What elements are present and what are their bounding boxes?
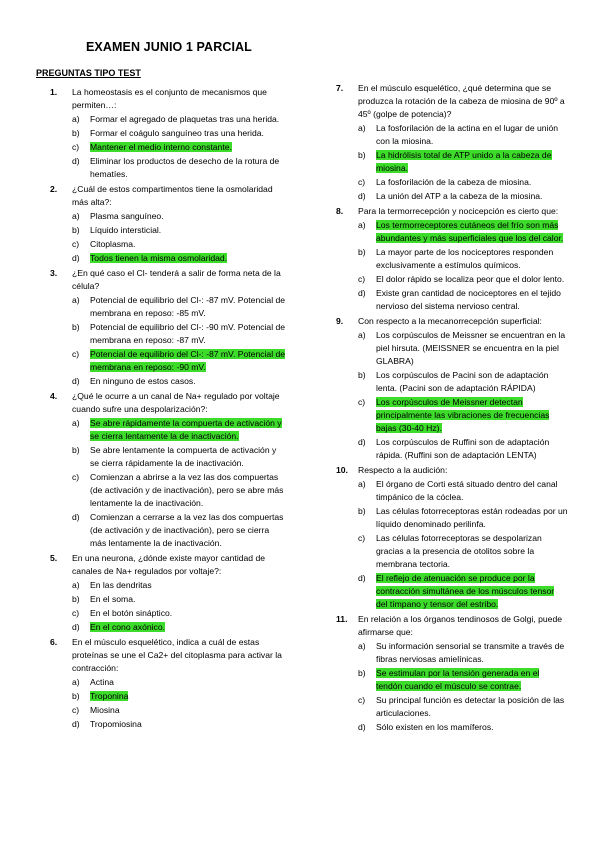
option-text: El reflejo de atenuación se produce por la contracción simultánea de los músculos tensor del tímpano y tensor del estribo. bbox=[376, 573, 555, 609]
question-text: Con respecto a la mecanorrecepción superficial: bbox=[358, 316, 542, 326]
document-title: EXAMEN JUNIO 1 PARCIAL bbox=[86, 40, 252, 54]
question-item bbox=[50, 636, 286, 731]
answer-option bbox=[358, 505, 568, 531]
option-letter: b) bbox=[358, 506, 366, 516]
option-text: Líquido intersticial. bbox=[90, 225, 162, 235]
option-text: Los corpúsculos de Pacini son de adaptación lenta. (Pacini son de adaptación RÁPIDA) bbox=[376, 370, 549, 393]
option-text: Troponina bbox=[90, 691, 129, 701]
answer-option bbox=[358, 436, 568, 462]
question-text: ¿Cuál de estos compartimentos tiene la osmolaridad más alta?: bbox=[72, 184, 273, 207]
answer-option bbox=[358, 287, 568, 313]
option-letter: a) bbox=[72, 211, 80, 221]
option-text: Los corpúsculos de Ruffini son de adaptación rápida. (Ruffini son de adaptación LENTA) bbox=[376, 437, 550, 460]
answer-option bbox=[358, 329, 568, 368]
option-text: Potencial de equilibrio del Cl-: -87 mV. Potencial de membrana en reposo: -85 mV. bbox=[90, 295, 286, 318]
answer-option bbox=[72, 321, 286, 347]
option-letter: a) bbox=[72, 580, 80, 590]
question-item bbox=[50, 552, 286, 634]
option-text: Mantener el medio interno constante. bbox=[90, 142, 232, 152]
answer-option bbox=[358, 176, 568, 189]
question-number: 2. bbox=[50, 184, 58, 194]
option-text: Se abre rápidamente la compuerta de activación y se cierra lentamente la de inactivación. bbox=[90, 418, 282, 441]
question-number: 10. bbox=[336, 465, 348, 475]
option-letter: b) bbox=[358, 150, 366, 160]
section-heading: PREGUNTAS TIPO TEST bbox=[36, 68, 141, 78]
option-letter: d) bbox=[358, 288, 366, 298]
answer-option bbox=[72, 127, 286, 140]
option-text: Potencial de equilibrio del Cl-: -90 mV. Potencial de membrana en reposo: -87 mV. bbox=[90, 322, 286, 345]
question-text: Para la termorrecepción y nocicepción es cierto que: bbox=[358, 206, 559, 216]
answer-option bbox=[358, 694, 568, 720]
option-text: Las células fotorreceptoras están rodeadas por un líquido denominado perilinfa. bbox=[376, 506, 568, 529]
question-number: 9. bbox=[336, 316, 344, 326]
answer-option-correct bbox=[72, 417, 286, 443]
option-letter: b) bbox=[358, 668, 366, 678]
option-letter: d) bbox=[358, 722, 366, 732]
answer-option bbox=[72, 238, 286, 251]
option-letter: a) bbox=[358, 479, 366, 489]
option-text: Tropomiosina bbox=[90, 719, 142, 729]
option-text: Comienzan a abrirse a la vez las dos compuertas (de activación y de inactivación), pero se abre más lentamente la de inactivación. bbox=[90, 472, 284, 508]
option-text: Las células fotorreceptoras se despolarizan gracias a la presencia de otolitos sobre la membrana tectoria. bbox=[376, 533, 542, 569]
answer-option bbox=[358, 532, 568, 571]
option-text: Actina bbox=[90, 677, 114, 687]
question-item bbox=[50, 267, 286, 388]
answer-option bbox=[358, 122, 568, 148]
question-item bbox=[50, 86, 286, 181]
answer-option-correct bbox=[72, 141, 286, 154]
answer-option bbox=[72, 224, 286, 237]
question-item bbox=[336, 205, 568, 313]
option-text: En el cono axónico. bbox=[90, 622, 166, 632]
answer-option bbox=[72, 471, 286, 510]
answer-option bbox=[72, 444, 286, 470]
question-text: En relación a los órganos tendinosos de Golgi, puede afirmarse que: bbox=[358, 614, 563, 637]
question-number: 8. bbox=[336, 206, 344, 216]
question-number: 7. bbox=[336, 83, 344, 93]
answer-option bbox=[72, 294, 286, 320]
option-letter: b) bbox=[358, 247, 366, 257]
answer-option bbox=[72, 607, 286, 620]
answer-option bbox=[72, 579, 286, 592]
right-column bbox=[336, 82, 568, 736]
option-text: Citoplasma. bbox=[90, 239, 136, 249]
answer-option bbox=[72, 210, 286, 223]
answer-option bbox=[72, 113, 286, 126]
option-text: Sólo existen en los mamíferos. bbox=[376, 722, 494, 732]
question-item bbox=[336, 315, 568, 462]
option-text: Comienzan a cerrarse a la vez las dos compuertas (de activación y de inactivación), pero se cierra más lentamente la de inactivación. bbox=[90, 512, 284, 548]
option-letter: b) bbox=[72, 594, 80, 604]
answer-option-correct bbox=[358, 396, 568, 435]
option-letter: a) bbox=[72, 677, 80, 687]
option-letter: c) bbox=[72, 349, 80, 359]
option-text: Eliminar los productos de desecho de la rotura de hematíes. bbox=[90, 156, 280, 179]
option-text: Se estimulan por la tensión generada en el tendón cuando el músculo se contrae. bbox=[376, 668, 540, 691]
answer-option bbox=[72, 718, 286, 731]
option-letter: b) bbox=[72, 128, 80, 138]
option-letter: a) bbox=[72, 295, 80, 305]
left-column bbox=[50, 86, 286, 733]
option-text: Su información sensorial se transmite a través de fibras nerviosas amielínicas. bbox=[376, 641, 565, 664]
option-letter: b) bbox=[72, 445, 80, 455]
question-text: En el músculo esquelético, indica a cuál de estas proteínas se une el Ca2+ del citoplasma para activar la contracción: bbox=[72, 637, 282, 673]
option-letter: d) bbox=[72, 622, 80, 632]
answer-option bbox=[358, 190, 568, 203]
answer-option-correct bbox=[72, 348, 286, 374]
option-letter: c) bbox=[358, 695, 366, 705]
option-text: Su principal función es detectar la posición de las articulaciones. bbox=[376, 695, 565, 718]
answer-option bbox=[72, 511, 286, 550]
option-letter: d) bbox=[72, 719, 80, 729]
option-letter: a) bbox=[358, 123, 366, 133]
option-letter: c) bbox=[358, 177, 366, 187]
question-item bbox=[50, 390, 286, 550]
option-letter: a) bbox=[358, 641, 366, 651]
option-text: Los corpúsculos de Meissner detectan principalmente las vibraciones de frecuencias bajas (30-40 Hz). bbox=[376, 397, 550, 433]
option-letter: a) bbox=[358, 330, 366, 340]
answer-option-correct bbox=[72, 621, 286, 634]
option-letter: a) bbox=[358, 220, 366, 230]
option-text: En las dendritas bbox=[90, 580, 152, 590]
answer-option-correct bbox=[72, 252, 286, 265]
option-letter: c) bbox=[72, 142, 80, 152]
option-text: En ninguno de estos casos. bbox=[90, 376, 196, 386]
answer-option bbox=[358, 246, 568, 272]
option-text: En el soma. bbox=[90, 594, 136, 604]
option-letter: c) bbox=[72, 239, 80, 249]
question-item bbox=[336, 82, 568, 203]
question-text: ¿Qué le ocurre a un canal de Na+ regulado por voltaje cuando sufre una despolarización?: bbox=[72, 391, 280, 414]
question-text: La homeostasis es el conjunto de mecanismos que permiten…: bbox=[72, 87, 267, 110]
answer-option bbox=[72, 704, 286, 717]
option-text: La mayor parte de los nociceptores responden exclusivamente a estímulos químicos. bbox=[376, 247, 554, 270]
option-text: Formar el agregado de plaquetas tras una herida. bbox=[90, 114, 280, 124]
option-text: El órgano de Corti está situado dentro del canal timpánico de la cóclea. bbox=[376, 479, 558, 502]
answer-option bbox=[358, 721, 568, 734]
option-text: La fosforilación de la cabeza de miosina. bbox=[376, 177, 532, 187]
option-letter: d) bbox=[358, 573, 366, 583]
question-item bbox=[50, 183, 286, 265]
option-letter: c) bbox=[358, 274, 366, 284]
option-letter: d) bbox=[72, 512, 80, 522]
option-text: La fosforilación de la actina en el lugar de unión con la miosina. bbox=[376, 123, 559, 146]
question-text: Respecto a la audición: bbox=[358, 465, 448, 475]
option-letter: d) bbox=[72, 376, 80, 386]
answer-option-correct bbox=[358, 219, 568, 245]
option-text: Plasma sanguíneo. bbox=[90, 211, 164, 221]
answer-option-correct bbox=[358, 667, 568, 693]
answer-option bbox=[72, 593, 286, 606]
question-number: 11. bbox=[336, 614, 348, 624]
answer-option-correct bbox=[358, 572, 568, 611]
option-letter: a) bbox=[72, 418, 80, 428]
answer-option bbox=[358, 478, 568, 504]
question-number: 1. bbox=[50, 87, 58, 97]
option-letter: c) bbox=[358, 397, 366, 407]
question-number: 4. bbox=[50, 391, 58, 401]
option-letter: c) bbox=[72, 608, 80, 618]
option-letter: d) bbox=[358, 437, 366, 447]
option-text: Los termorreceptores cutáneos del frío son más abundantes y más superficiales que los del calor. bbox=[376, 220, 564, 243]
option-letter: b) bbox=[72, 225, 80, 235]
option-text: La unión del ATP a la cabeza de la miosina. bbox=[376, 191, 543, 201]
answer-option bbox=[72, 375, 286, 388]
answer-option-correct bbox=[72, 690, 286, 703]
question-text: En el músculo esquelético, ¿qué determina que se produzca la rotación de la cabeza de miosina de 90º a 45º (golpe de potencia)? bbox=[358, 83, 565, 119]
option-letter: b) bbox=[358, 370, 366, 380]
answer-option bbox=[358, 640, 568, 666]
option-letter: c) bbox=[358, 533, 366, 543]
question-text: En una neurona, ¿dónde existe mayor cantidad de canales de Na+ regulados por voltaje?: bbox=[72, 553, 266, 576]
answer-option bbox=[358, 273, 568, 286]
option-letter: b) bbox=[72, 322, 80, 332]
option-text: Formar el coágulo sanguíneo tras una herida. bbox=[90, 128, 264, 138]
question-number: 6. bbox=[50, 637, 58, 647]
option-letter: c) bbox=[72, 472, 80, 482]
option-text: Todos tienen la misma osmolaridad. bbox=[90, 253, 228, 263]
option-text: En el botón sináptico. bbox=[90, 608, 173, 618]
option-text: Los corpúsculos de Meissner se encuentran en la piel hirsuta. (MEISSNER se encuentra en la piel GLABRA) bbox=[376, 330, 566, 366]
option-letter: d) bbox=[72, 156, 80, 166]
option-text: Miosina bbox=[90, 705, 120, 715]
option-text: Potencial de equilibrio del Cl-: -87 mV. Potencial de membrana en reposo: -90 mV. bbox=[90, 349, 286, 372]
answer-option bbox=[72, 676, 286, 689]
option-text: Existe gran cantidad de nociceptores en el tejido nervioso del sistema nervioso central. bbox=[376, 288, 561, 311]
question-item bbox=[336, 464, 568, 611]
option-text: La hidrólisis total de ATP unido a la cabeza de miosina. bbox=[376, 150, 552, 173]
option-letter: b) bbox=[72, 691, 80, 701]
answer-option bbox=[358, 369, 568, 395]
answer-option-correct bbox=[358, 149, 568, 175]
question-number: 3. bbox=[50, 268, 58, 278]
option-letter: a) bbox=[72, 114, 80, 124]
option-text: Se abre lentamente la compuerta de activación y se cierra rápidamente la de inactivación. bbox=[90, 445, 277, 468]
answer-option bbox=[72, 155, 286, 181]
option-letter: d) bbox=[72, 253, 80, 263]
option-text: El dolor rápido se localiza peor que el dolor lento. bbox=[376, 274, 565, 284]
option-letter: c) bbox=[72, 705, 80, 715]
question-item bbox=[336, 613, 568, 734]
question-text: ¿En qué caso el Cl- tenderá a salir de forma neta de la célula? bbox=[72, 268, 281, 291]
option-letter: d) bbox=[358, 191, 366, 201]
question-number: 5. bbox=[50, 553, 58, 563]
